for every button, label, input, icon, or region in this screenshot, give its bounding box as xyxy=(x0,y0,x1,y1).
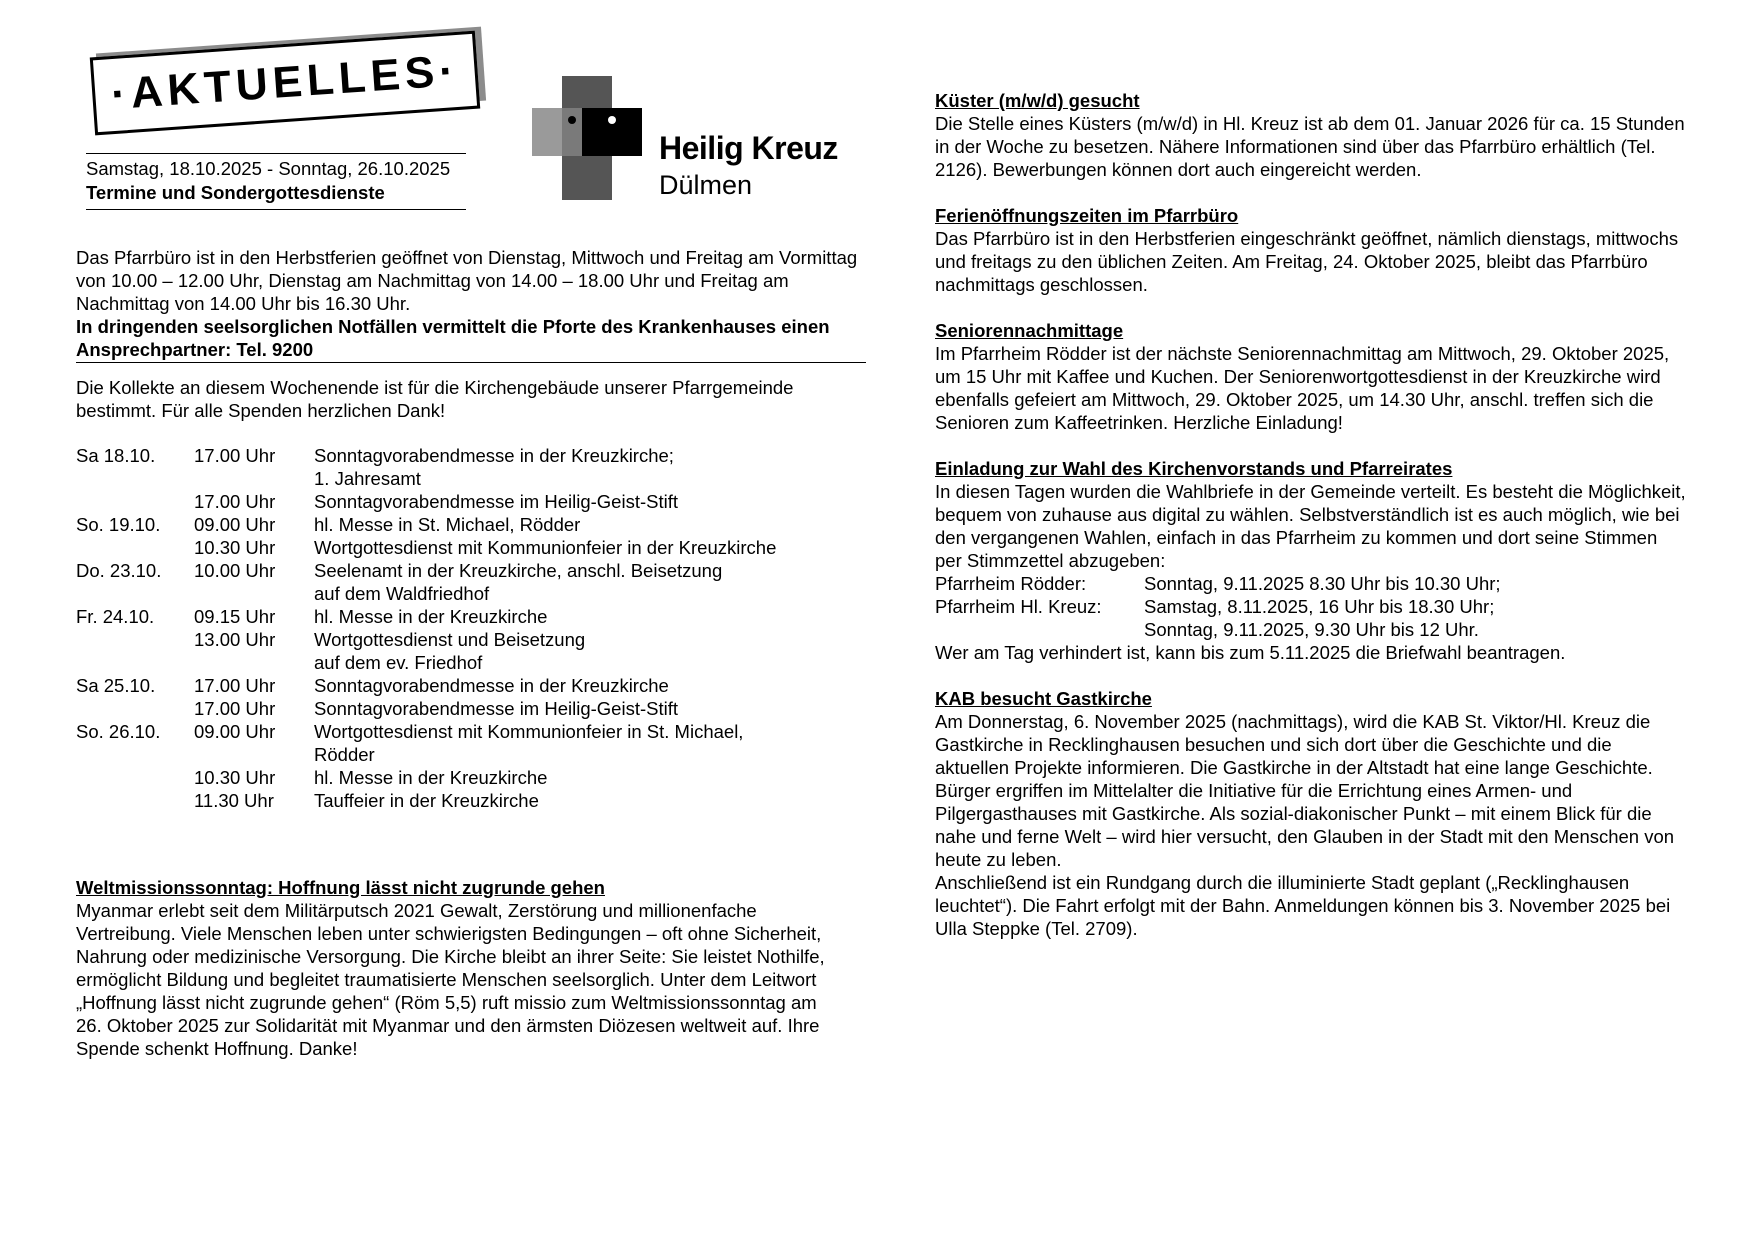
wahl-heading: Einladung zur Wahl des Kirchenvorstands und Pfarreirates xyxy=(935,458,1453,479)
right-column xyxy=(935,89,1687,963)
schedule-day xyxy=(76,697,194,720)
schedule-desc: Wortgottesdienst mit Kommunionfeier in der Kreuzkirche xyxy=(314,537,777,558)
kuester-section xyxy=(935,89,1687,181)
schedule-row xyxy=(76,536,856,559)
schedule-row xyxy=(76,697,856,720)
schedule-time: 10.00 Uhr xyxy=(194,560,276,581)
schedule-time: 17.00 Uhr xyxy=(194,698,276,719)
logo-place: Dülmen xyxy=(659,170,753,200)
schedule-day: Do. 23.10. xyxy=(76,560,162,581)
schedule-time: 09.00 Uhr xyxy=(194,514,276,535)
ferien-text: Das Pfarrbüro ist in den Herbstferien eingeschränkt geöffnet, nämlich dienstags, mittwochs und freitags zu den üblichen Zeiten. Am Freitag, 24. Oktober 2025, bleibt das Pfarrbüro nachmittags geschlossen. xyxy=(935,228,1679,295)
emergency-text: In dringenden seelsorglichen Notfällen vermittelt die Pforte des Krankenhauses einen Ansprechpartner: Tel. 9200 xyxy=(76,316,830,360)
schedule-day: Sa 25.10. xyxy=(76,675,156,696)
wahl-row xyxy=(935,595,1687,618)
schedule-time: 10.30 Uhr xyxy=(194,767,276,788)
schedule-desc: Tauffeier in der Kreuzkirche xyxy=(314,790,539,811)
schedule-row xyxy=(76,766,856,789)
schedule-row xyxy=(76,628,856,674)
schedule-row xyxy=(76,490,856,513)
weltmission-text: Myanmar erlebt seit dem Militärputsch 2021 Gewalt, Zerstörung und millionenfache Vertreibung. Viele Menschen leben unter schwierigsten Bedingungen – oft ohne Sicherheit, Nahrung oder medizinische Versorgung. Die Kirche bleibt an ihrer Seite: Sie leistet Nothilfe, ermöglicht Bildung und begleitet traumatisierte Menschen seelsorglich. Unter dem Leitwort „Hoffnung lässt nicht zugrunde gehen“ (Röm 5,5) ruft missio zum Weltmissionssonntag am 26. Oktober 2025 zur Solidarität mit Myanmar und den ärmsten Diözesen weltweit auf. Ihre Spende schenkt Hoffnung. Danke! xyxy=(76,900,825,1059)
schedule-time: 11.30 Uhr xyxy=(194,790,274,811)
senioren-heading: Seniorennachmittage xyxy=(935,320,1124,341)
parish-logo xyxy=(532,76,862,200)
schedule-row xyxy=(76,513,856,536)
schedule-desc: Sonntagvorabendmesse im Heilig-Geist-Stift xyxy=(314,698,678,719)
notice-rule xyxy=(76,362,866,363)
schedule-day: So. 19.10. xyxy=(76,514,161,535)
wahl-row xyxy=(935,572,1687,595)
schedule-time: 09.15 Uhr xyxy=(194,606,276,627)
kab-heading: KAB besucht Gastkirche xyxy=(935,688,1152,709)
schedule-day xyxy=(76,789,194,812)
schedule-desc: hl. Messe in der Kreuzkirche xyxy=(314,606,548,627)
schedule-time: 09.00 Uhr xyxy=(194,721,276,742)
schedule-day xyxy=(76,536,194,559)
office-notice xyxy=(76,246,866,361)
schedule-day xyxy=(76,490,194,513)
aktuelles-stamp: ·AKTUELLES· xyxy=(90,31,481,136)
schedule-day xyxy=(76,628,194,674)
header-subtitle: Termine und Sondergottesdienste xyxy=(86,182,385,203)
schedule-time: 17.00 Uhr xyxy=(194,491,276,512)
wahl-footer: Wer am Tag verhindert ist, kann bis zum 5.11.2025 die Briefwahl beantragen. xyxy=(935,642,1566,663)
header-rule-bottom xyxy=(86,209,466,210)
wahl-location: Pfarrheim Rödder: xyxy=(935,573,1087,594)
wahl-text: In diesen Tagen wurden die Wahlbriefe in der Gemeinde verteilt. Es besteht die Möglichkeit, bequem von zuhause aus digital zu wählen. Selbstverständlich ist es auch möglich, wie bei den vergangenen Wahlen, einfach in das Pfarrheim zu kommen und dort seine Stimmen per Stimmzettel abzugeben: xyxy=(935,481,1686,571)
wahl-location: Pfarrheim Hl. Kreuz: xyxy=(935,596,1102,617)
date-range: Samstag, 18.10.2025 - Sonntag, 26.10.2025 xyxy=(86,158,451,179)
schedule-row xyxy=(76,559,856,605)
schedule-table xyxy=(76,444,856,812)
schedule-desc: Wortgottesdienst und Beisetzung auf dem ev. Friedhof xyxy=(314,629,586,673)
office-hours-text: Das Pfarrbüro ist in den Herbstferien geöffnet von Dienstag, Mittwoch und Freitag am Vormittag von 10.00 – 12.00 Uhr, Dienstag am Nachmittag von 14.00 – 18.00 Uhr und Freitag am Nachmittag von 14.00 Uhr bis 16.30 Uhr. xyxy=(76,247,858,314)
schedule-row xyxy=(76,674,856,697)
schedule-desc: Sonntagvorabendmesse im Heilig-Geist-Stift xyxy=(314,491,678,512)
collection-text: Die Kollekte an diesem Wochenende ist für die Kirchengebäude unserer Pfarrgemeinde bestimmt. Für alle Spenden herzlichen Dank! xyxy=(76,377,794,421)
kuester-heading: Küster (m/w/d) gesucht xyxy=(935,90,1140,111)
schedule-time: 10.30 Uhr xyxy=(194,537,276,558)
schedule-desc: Seelenamt in der Kreuzkirche, anschl. Beisetzung auf dem Waldfriedhof xyxy=(314,560,723,604)
wahl-section xyxy=(935,457,1687,664)
wahl-time: Sonntag, 9.11.2025, 9.30 Uhr bis 12 Uhr. xyxy=(1144,619,1479,640)
schedule-day: So. 26.10. xyxy=(76,721,161,742)
schedule-desc: hl. Messe in der Kreuzkirche xyxy=(314,767,548,788)
logo-name: Heilig Kreuz xyxy=(659,130,838,166)
schedule-desc: Wortgottesdienst mit Kommunionfeier in St. Michael, Rödder xyxy=(314,721,744,765)
schedule-time: 13.00 Uhr xyxy=(194,629,276,650)
schedule-time: 17.00 Uhr xyxy=(194,675,276,696)
kab-section xyxy=(935,687,1687,940)
schedule-row xyxy=(76,444,856,490)
schedule-row xyxy=(76,789,856,812)
weltmission-section xyxy=(76,876,846,1060)
schedule-desc: hl. Messe in St. Michael, Rödder xyxy=(314,514,581,535)
schedule-desc: Sonntagvorabendmesse in der Kreuzkirche xyxy=(314,675,669,696)
ferien-section xyxy=(935,204,1687,296)
weltmission-heading: Weltmissionssonntag: Hoffnung lässt nicht zugrunde gehen xyxy=(76,877,605,898)
kab-text: Am Donnerstag, 6. November 2025 (nachmittags), wird die KAB St. Viktor/Hl. Kreuz die Gastkirche in Recklinghausen besuchen und sich dort über die Geschichte und die aktuellen Projekte informieren. Die Gastkirche in der Altstadt hat eine lange Geschichte. Bürger ergriffen im Mittelalter die Initiative für die Errichtung eines Armen- und Pilgergasthauses mit Gastkirche. Als sozial-diakonischer Punkt – mit einem Blick für die nahe und ferne Welt – wird hier versucht, den Glauben in der Stadt mit den Menschen von heute zu leben. xyxy=(935,711,1675,870)
schedule-day xyxy=(76,766,194,789)
senioren-section xyxy=(935,319,1687,434)
senioren-text: Im Pfarrheim Rödder ist der nächste Seniorennachmittag am Mittwoch, 29. Oktober 2025, um 15 Uhr mit Kaffee und Kuchen. Der Seniorenwortgottesdienst in der Kreuzkirche wird ebenfalls gefeiert am Mittwoch, 29. Oktober 2025, um 14.30 Uhr, anschl. treffen sich die Senioren zum Kaffeetrinken. Herzliche Einladung! xyxy=(935,343,1670,433)
wahl-time: Sonntag, 9.11.2025 8.30 Uhr bis 10.30 Uhr; xyxy=(1144,573,1501,594)
schedule-desc: Sonntagvorabendmesse in der Kreuzkirche; 1. Jahresamt xyxy=(314,445,674,489)
schedule-row xyxy=(76,720,856,766)
wahl-location xyxy=(935,618,1144,641)
kuester-text: Die Stelle eines Küsters (m/w/d) in Hl. Kreuz ist ab dem 01. Januar 2026 für ca. 15 Stunden in der Woche zu besetzen. Nähere Informationen sind über das Pfarrbüro erhältlich (Tel. 2126). Bewerbungen können dort auch eingereicht werden. xyxy=(935,113,1685,180)
wahl-row xyxy=(935,618,1687,641)
schedule-row xyxy=(76,605,856,628)
schedule-day: Fr. 24.10. xyxy=(76,606,155,627)
ferien-heading: Ferienöffnungszeiten im Pfarrbüro xyxy=(935,205,1239,226)
schedule-time: 17.00 Uhr xyxy=(194,445,276,466)
header-rule-top xyxy=(86,153,466,154)
wahl-time: Samstag, 8.11.2025, 16 Uhr bis 18.30 Uhr; xyxy=(1144,596,1495,617)
schedule-day: Sa 18.10. xyxy=(76,445,156,466)
kab-text-2: Anschließend ist ein Rundgang durch die illuminierte Stadt geplant („Recklinghausen leuchtet“). Die Fahrt erfolgt mit der Bahn. Anmeldungen können bis 3. November 2025 bei Ulla Steppke (Tel. 2709). xyxy=(935,872,1671,939)
